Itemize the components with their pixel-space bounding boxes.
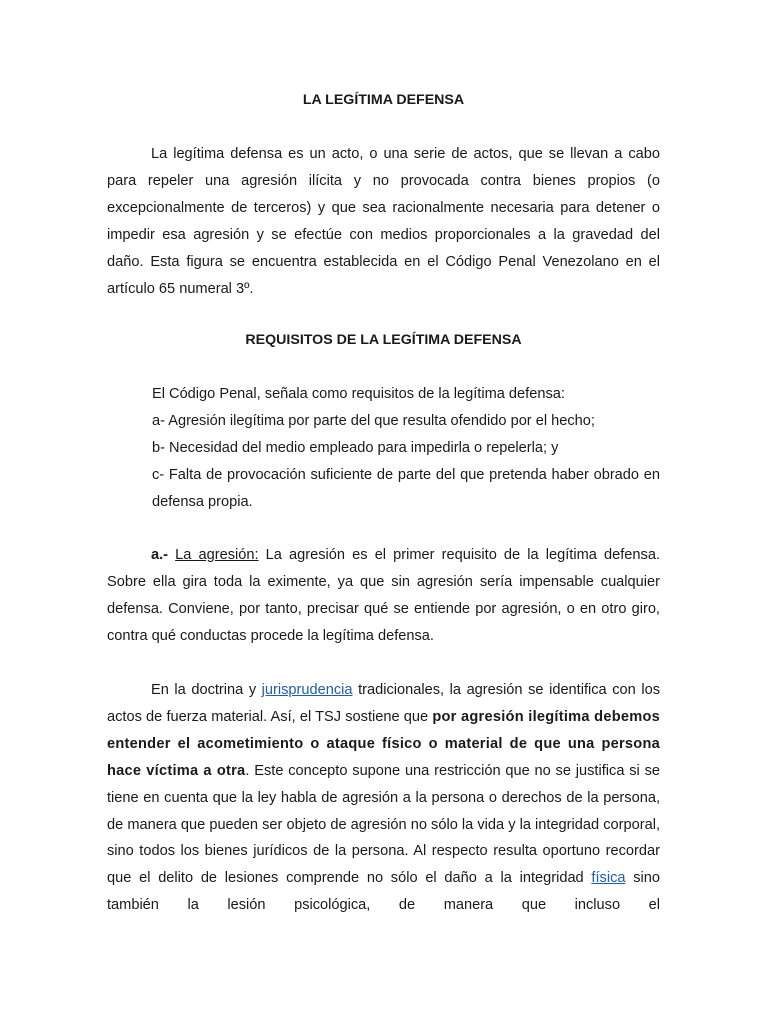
doctrina-text: tradicionales, la agresión se identifica con los actos de fuerza material. Así, el TSJ sostiene que (107, 682, 660, 725)
fisica-link[interactable]: física (591, 870, 626, 887)
document-title: LA LEGÍTIMA DEFENSA (302, 92, 465, 108)
requisitos-heading: REQUISITOS DE LA LEGÍTIMA DEFENSA (245, 332, 522, 348)
intro-paragraph: La legítima defensa es un acto, o una serie de actos, que se llevan a cabo para repeler una agresión ilícita y no provocada contra bienes propios (o excepcionalmente de terceros) y que sea racionalmente necesaria para detener o impedir esa agresión y se efectúe con medios proporcionales a la gravedad del daño. Esta figura se encuentra establecida en el Código Penal Venezolano en el artículo 65 numeral 3º. (107, 146, 660, 297)
list-item: c- Falta de provocación suficiente de parte del que pretenda haber obrado en defensa propia. (152, 466, 660, 510)
agresion-paragraph (107, 542, 660, 650)
doctrina-text: . Este concepto supone una restricción que no se justifica si se tiene en cuenta que la ley habla de agresión a la persona o derechos de la persona, de manera que pueden ser objeto de agresión no sólo la vida y la integridad corporal, sino todos los bienes jurídicos de la persona. Al respecto resulta oportuno recordar que el delito de lesiones comprende no sólo el daño a la integridad (107, 762, 660, 887)
requisitos-intro: El Código Penal, señala como requisitos de la legítima defensa: (152, 386, 565, 402)
section-label: La agresión: (175, 547, 259, 563)
jurisprudencia-link[interactable]: jurisprudencia (261, 682, 353, 698)
doctrina-paragraph (107, 677, 660, 919)
doctrina-text: En la doctrina y (151, 682, 262, 698)
section-marker: a.- (151, 547, 169, 563)
list-item: b- Necesidad del medio empleado para impedirla o repelerla; y (152, 439, 559, 456)
agresion-text: La agresión es el primer requisito de la legítima defensa. Sobre ella gira toda la eximente, ya que sin agresión sería impensable cualquier defensa. Conviene, por tanto, precisar qué se entiende por agresión, o en otro giro, contra qué conductas procede la legítima defensa. (107, 547, 660, 644)
requisitos-list (152, 381, 660, 516)
list-item: a- Agresión ilegítima por parte del que resulta ofendido por el hecho; (152, 412, 595, 429)
doctrina-text: sino también la lesión psicológica, de manera que incluso el (107, 870, 660, 914)
tsj-definition-bold: por agresión ilegítima debemos entender el acometimiento o ataque físico o material de que una persona hace víctima a otra (107, 708, 660, 779)
